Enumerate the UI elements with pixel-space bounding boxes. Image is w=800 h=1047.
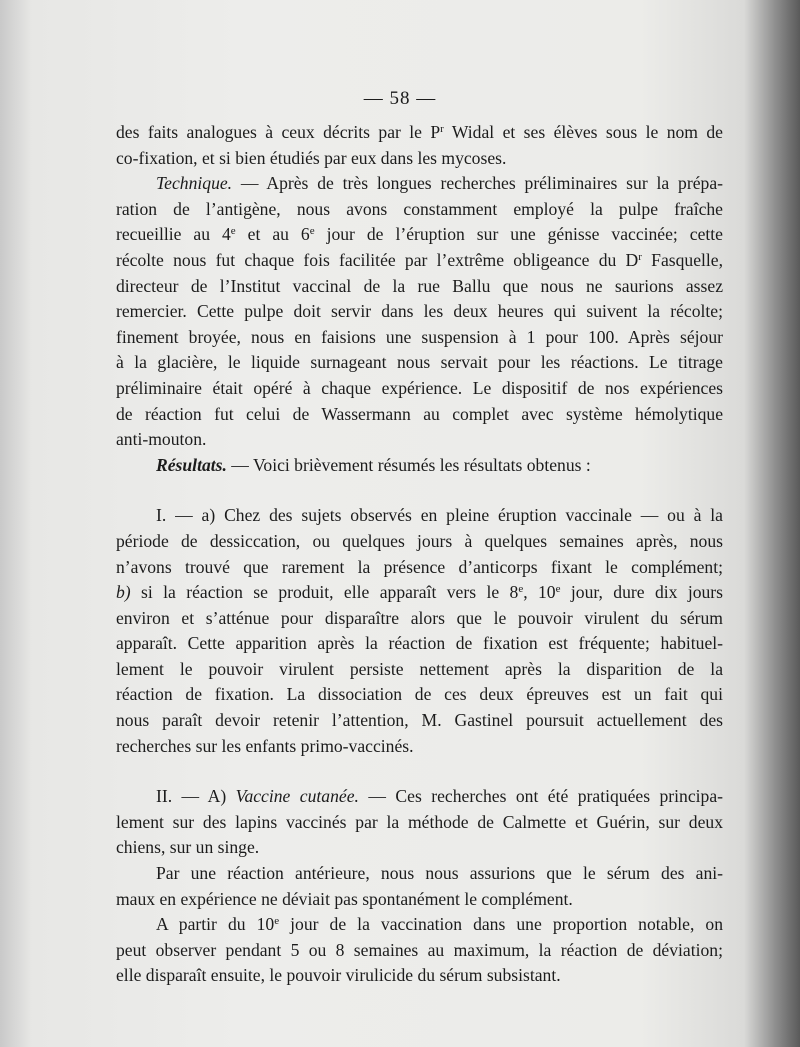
subheading-vaccine-cutanee: Vaccine cutanée. bbox=[235, 786, 359, 807]
line-text: si la réaction se produit, elle apparaît vers le 8 bbox=[130, 582, 519, 603]
line-text: jour de l’éruption sur une génisse vaccinée; cette bbox=[314, 224, 723, 245]
text-line: lement sur des lapins vaccinés par la méthode de Calmette et Guérin, sur deux bbox=[116, 811, 723, 832]
text-line: n’avons trouvé que rarement la présence d’anticorps fixant le complément; bbox=[116, 556, 723, 577]
text-line: à la glacière, le liquide surnageant nous servait pour les réactions. Le titrage bbox=[116, 352, 723, 373]
superscript: e bbox=[230, 225, 236, 238]
text-line: recherches sur les enfants primo-vaccinés. bbox=[116, 735, 414, 756]
list-marker-1a: I. — a) bbox=[156, 505, 216, 526]
text-line bbox=[116, 222, 723, 248]
text-line bbox=[116, 912, 723, 938]
text-line bbox=[116, 580, 723, 606]
superscript: e bbox=[274, 915, 280, 928]
text-line: environ et s’atténue pour disparaître alors que le pouvoir virulent du sérum bbox=[116, 607, 723, 628]
paragraph-gap bbox=[116, 759, 723, 784]
text-line: peut observer pendant 5 ou 8 semaines au maximum, la réaction de déviation; bbox=[116, 939, 723, 960]
text-line: nous paraît devoir retenir l’attention, M. Gastinel poursuit actuellement des bbox=[116, 710, 723, 731]
line-text: jour, dure dix jours bbox=[560, 582, 724, 603]
text-line: co-fixation, et si bien étudiés par eux dans les mycoses. bbox=[116, 147, 507, 168]
text-line: chiens, sur un singe. bbox=[116, 837, 260, 858]
text-line: elle disparaît ensuite, le pouvoir virulicide du sérum subsistant. bbox=[116, 965, 561, 986]
list-marker-2a: II. — A) bbox=[156, 786, 227, 807]
line-text: — Voici brièvement résumés les résultats obtenus : bbox=[226, 454, 591, 475]
line-text: Widal et ses élèves sous le nom de bbox=[443, 122, 723, 142]
text-line: maux en expérience ne déviait pas spontanément le complément. bbox=[116, 888, 573, 909]
line-text: Fasquelle, bbox=[641, 249, 723, 270]
text-line: période de dessiccation, ou quelques jours à quelques semaines après, nous bbox=[116, 530, 723, 551]
paragraph-technique bbox=[116, 171, 723, 197]
superscript: r bbox=[440, 123, 444, 135]
paragraph-gap bbox=[116, 478, 723, 503]
text-line: de réaction fut celui de Wassermann au complet avec système hémolytique bbox=[116, 403, 723, 424]
page-number: — 58 — bbox=[363, 88, 437, 109]
text-line: Par une réaction antérieure, nous nous assurions que le sérum des ani- bbox=[156, 863, 723, 884]
paragraph-resultats bbox=[116, 453, 723, 479]
superscript: e bbox=[555, 583, 561, 596]
line-text: — Ces recherches ont été pratiquées principa- bbox=[358, 786, 723, 807]
line-text: , 10 bbox=[523, 582, 556, 603]
line-text: Chez des sujets observés en pleine éruption vaccinale — ou à la bbox=[215, 505, 723, 526]
text-line: réaction de fixation. La dissociation de ces deux épreuves est un fait qui bbox=[116, 684, 723, 705]
body-text bbox=[116, 120, 723, 989]
line-text: récolte nous fut chaque fois facilitée par l’extrême obligeance du D bbox=[116, 249, 639, 270]
line-text: A partir du 10 bbox=[156, 914, 275, 935]
section-heading-resultats: Résultats. bbox=[156, 454, 227, 475]
text-line: finement broyée, nous en faisions une suspension à 1 pour 100. Après séjour bbox=[116, 326, 723, 347]
line-text: jour de la vaccination dans une proportion notable, on bbox=[279, 914, 723, 935]
superscript: r bbox=[638, 250, 642, 263]
line-text: des faits analogues à ceux décrits par le P bbox=[116, 122, 441, 142]
line-text: — Après de très longues recherches préliminaires sur la prépa- bbox=[232, 173, 723, 194]
paragraph-part-1 bbox=[116, 503, 723, 529]
text-line bbox=[116, 120, 723, 146]
text-line: directeur de l’Institut vaccinal de la rue Ballu que nous ne saurions assez bbox=[116, 275, 723, 296]
text-line: lement le pouvoir virulent persiste nettement après la disparition de la bbox=[116, 658, 723, 679]
superscript: e bbox=[309, 225, 315, 238]
paragraph-part-2 bbox=[116, 784, 723, 810]
superscript: e bbox=[518, 583, 524, 596]
text-line: anti-mouton. bbox=[116, 429, 207, 450]
section-heading-technique: Technique. bbox=[156, 173, 233, 194]
text-line: ration de l’antigène, nous avons constamment employé la pulpe fraîche bbox=[116, 198, 723, 219]
text-line: remercier. Cette pulpe doit servir dans les deux heures qui suivent la récolte; bbox=[116, 301, 723, 322]
text-line: apparaît. Cette apparition après la réaction de fixation est fréquente; habituel- bbox=[116, 633, 723, 654]
text-line bbox=[116, 248, 723, 274]
list-marker-b: b) bbox=[116, 582, 131, 603]
line-text: et au 6 bbox=[235, 224, 310, 245]
line-text: recueillie au 4 bbox=[116, 224, 231, 245]
text-line: préliminaire était opéré à chaque expérience. Le dispositif de nos expériences bbox=[116, 377, 723, 398]
